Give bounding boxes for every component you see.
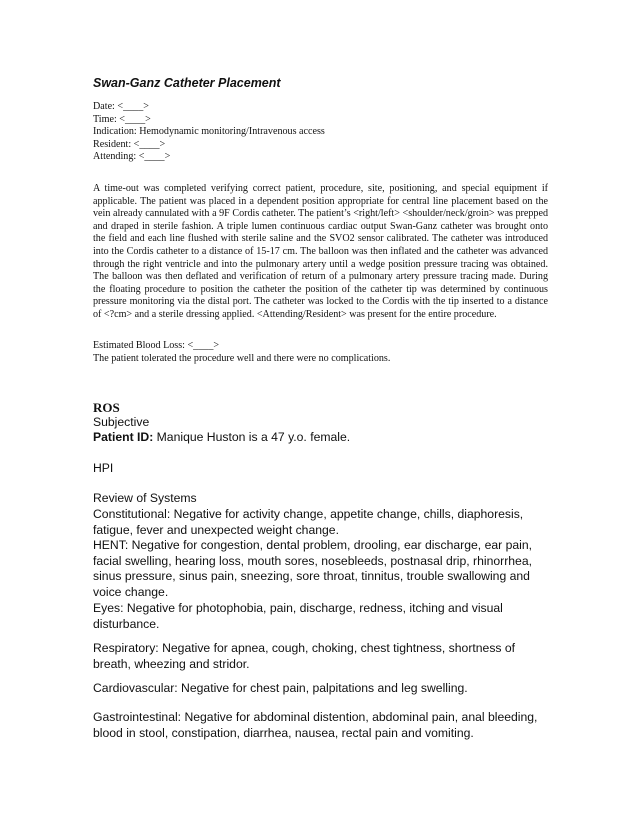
ros-heading: ROS [93,400,120,415]
hpi-label: HPI [93,461,114,475]
gastrointestinal-text: Gastrointestinal: Negative for abdominal distention, abdominal pain, anal bleeding, blood in stool, constipation, diarrhea, nausea, rectal pain and vomiting. [93,710,538,740]
review-of-systems-label: Review of Systems [93,491,197,505]
procedure-text: A time-out was completed verifying correct patient, procedure, site, positioning, and special equipment if applicable. The patient was placed in a dependent position appropriate for central line placement based on the vein already cannulated with a 9F Cordis catheter. The patient’s <right/left> <shoulder/neck/groin> was prepped and draped in sterile fashion. A triple lumen continuous cardiac output Swan-Ganz catheter was brought onto the field and each line flushed with sterile saline and the SVO2 sensor calibrated. The catheter was introduced into the Cordis catheter to a distance of 15-17 cm. The balloon was then inflated and the catheter was advanced through the right ventricle and into the pulmonary artery until a wedge position pressure tracing was obtained. The balloon was then deflated and verification of return of a pulmonary artery pressure tracing made. During the floating procedure to position the catheter the position of the catheter tip was determined by continuous pressure monitoring via the distal port. The catheter was locked to the Cordis with the tip inserted to a distance of <?cm> and a sterile dressing applied. <Attending/Resident> was present for the entire procedure. [93,183,548,320]
time-field: Time: <____> [93,113,151,125]
procedure-meta [93,101,548,164]
outcome-block [93,340,548,365]
procedure-narrative [93,183,548,322]
date-field: Date: <____> [93,101,149,112]
subjective-label: Subjective [93,415,150,429]
respiratory-text: Respiratory: Negative for apnea, cough, choking, chest tightness, shortness of breath, wheezing and stridor. [93,641,516,671]
constitutional-text: Constitutional: Negative for activity change, appetite change, chills, diaphoresis, fatigue, fever and unexpected weight change. [93,507,524,537]
patient-id-line [93,430,553,446]
indication-field: Indication: Hemodynamic monitoring/Intravenous access [93,126,325,138]
document-title: Swan-Ganz Catheter Placement [93,76,281,90]
ros-eyes [93,601,553,632]
resident-field: Resident: <____> [93,138,166,150]
eyes-text: Eyes: Negative for photophobia, pain, discharge, redness, itching and visual disturbance. [93,601,503,631]
ros-respiratory [93,641,553,672]
ros-constitutional [93,507,553,538]
estimated-blood-loss: Estimated Blood Loss: <____> [93,340,220,351]
ros-hent [93,538,553,600]
ros-gastrointestinal [93,710,553,741]
hent-text: HENT: Negative for congestion, dental problem, drooling, ear discharge, ear pain, facial swelling, hearing loss, mouth sores, nosebleeds, postnasal drip, rhinorrhea, sinus pressure, sinus pain, sneezing, sore throat, tinnitus, trouble swallowing and voice change. [93,538,532,599]
patient-id-label: Patient ID: [93,430,154,444]
tolerance-statement: The patient tolerated the procedure well and there were no complications. [93,352,391,364]
attending-field: Attending: <____> [93,151,171,163]
ros-cardiovascular [93,681,553,697]
patient-id-text: Manique Huston is a 47 y.o. female. [153,430,351,444]
cardiovascular-text: Cardiovascular: Negative for chest pain, palpitations and leg swelling. [93,681,468,695]
